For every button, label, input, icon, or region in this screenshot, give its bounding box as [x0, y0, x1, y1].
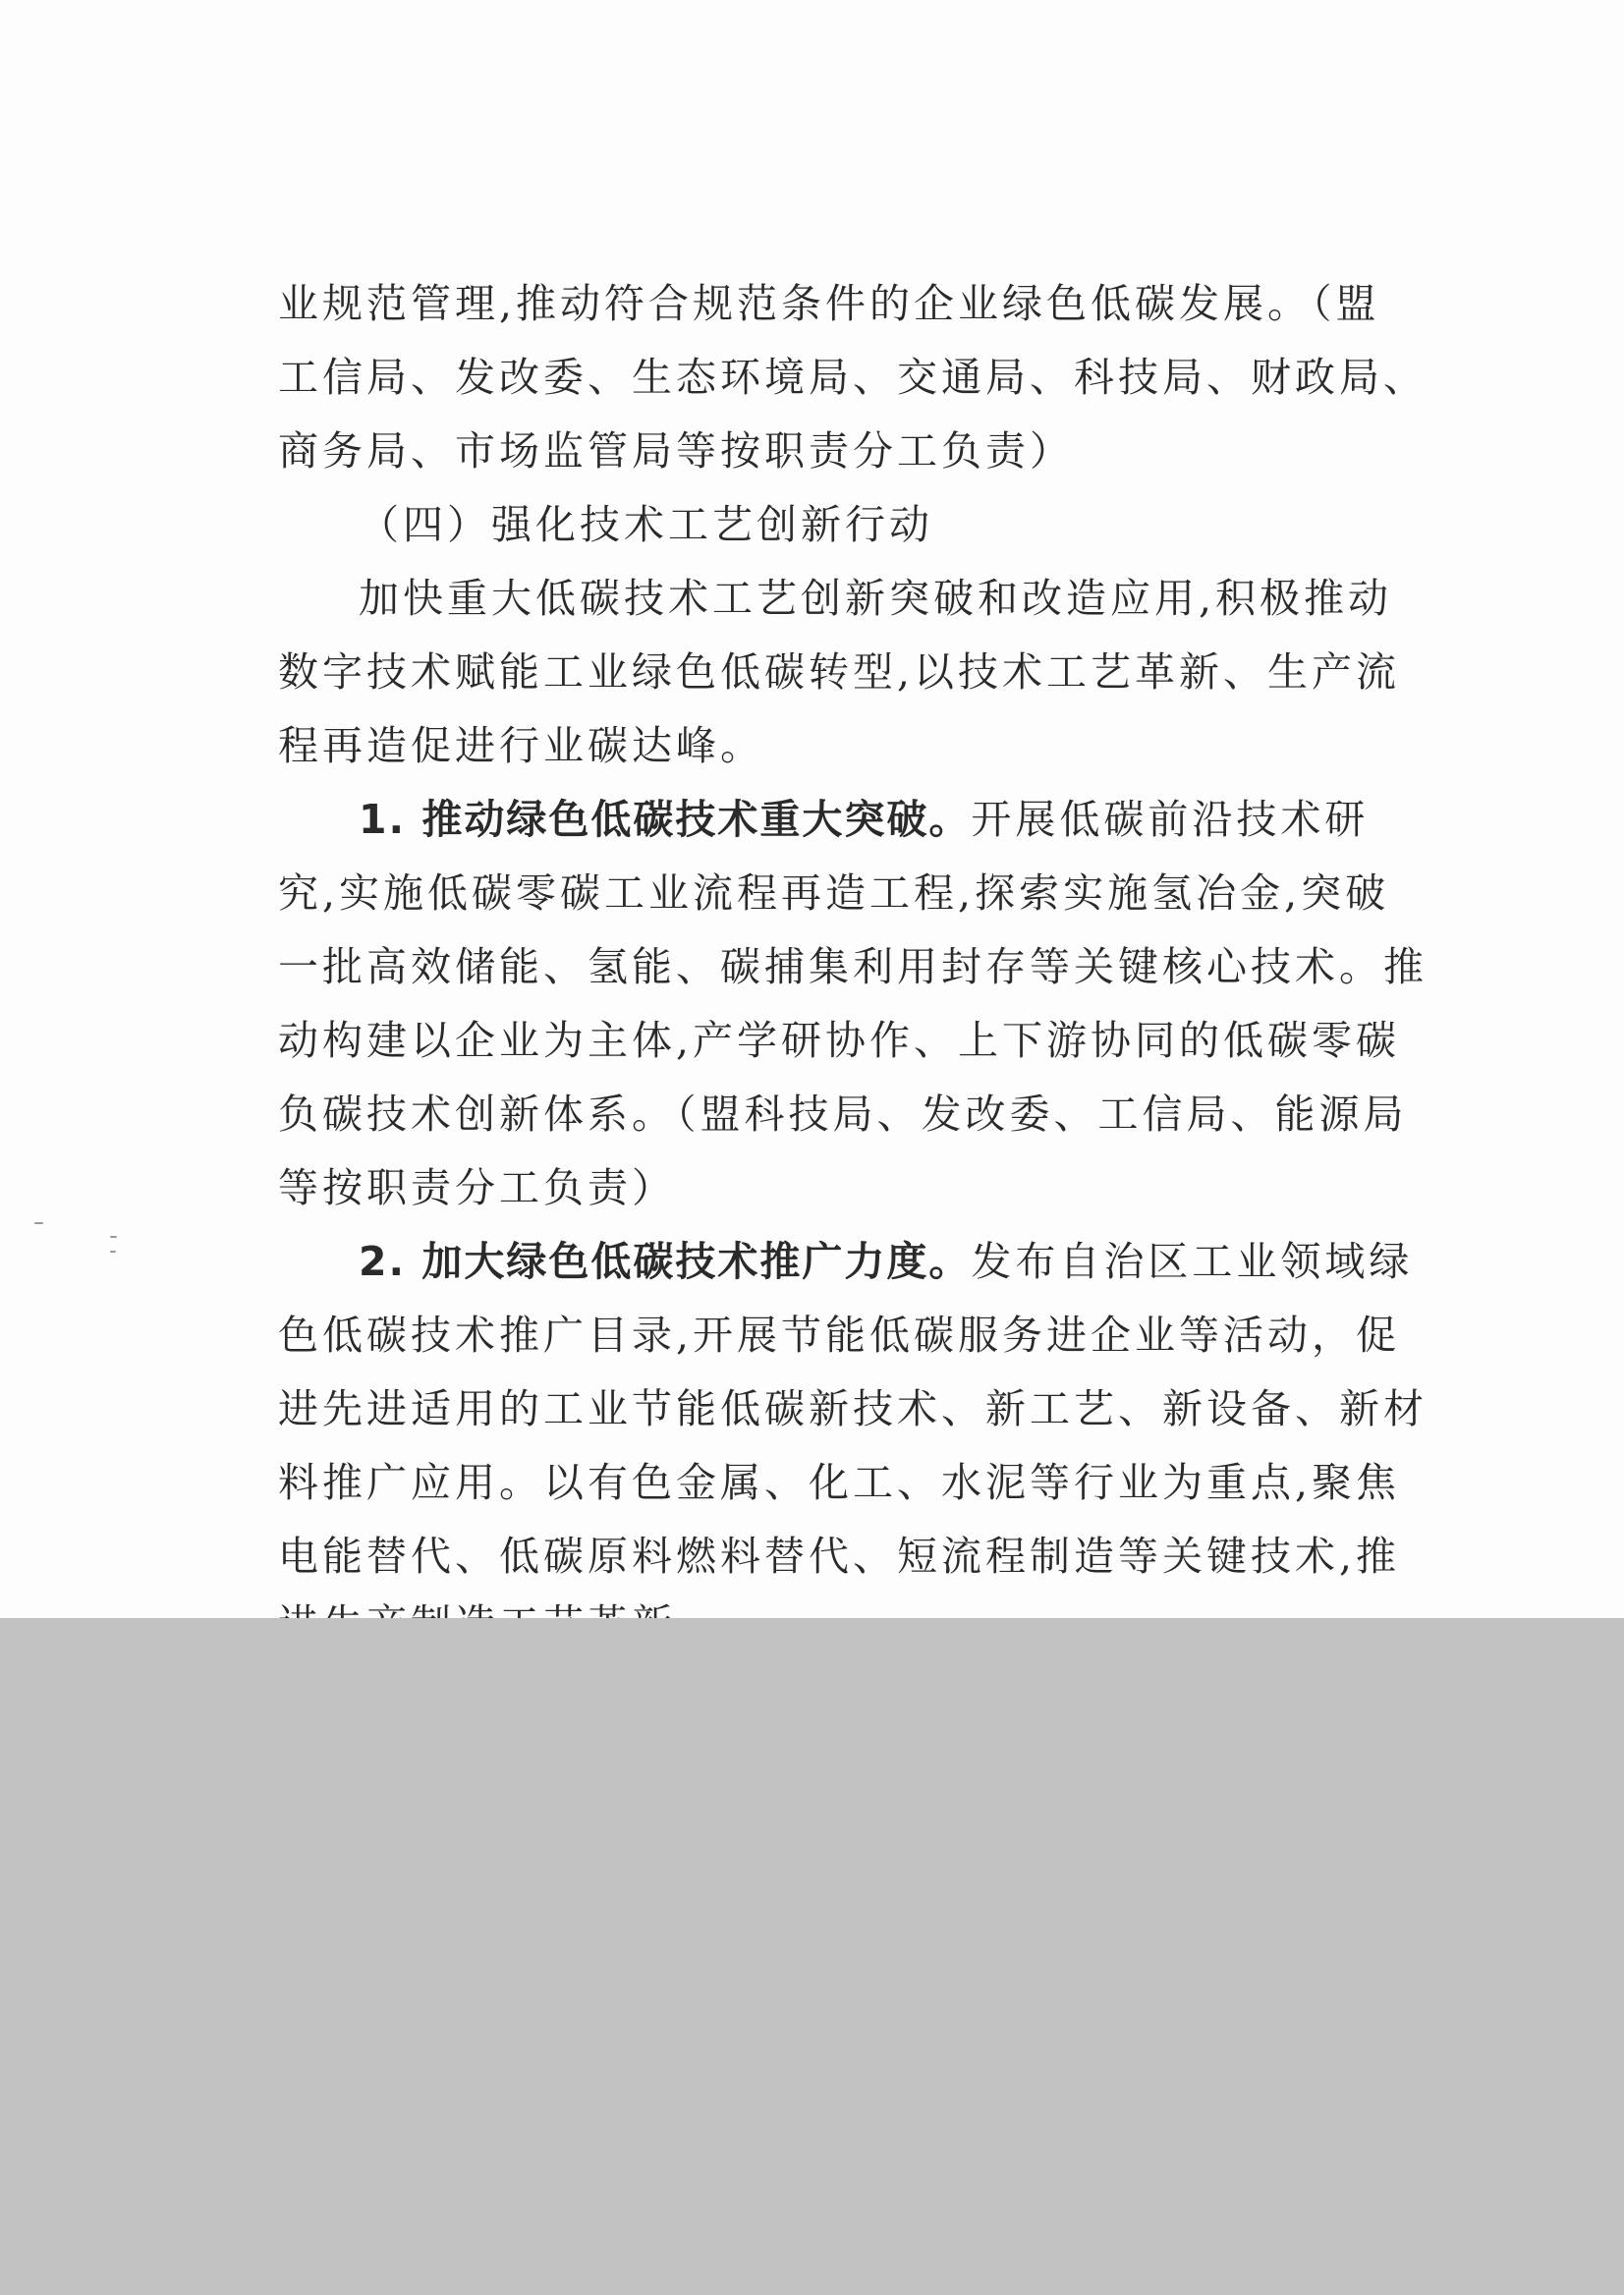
text-line: 一批高效储能、氢能、碳捕集利用封存等关键核心技术。推 — [278, 943, 1428, 990]
text-line: 负碳技术创新体系。（盟科技局、发改委、工信局、能源局 — [278, 1091, 1408, 1138]
item-1-line — [278, 783, 1370, 857]
section-heading: （四）强化技术工艺创新行动 — [359, 501, 933, 548]
scan-speck — [110, 1251, 116, 1253]
text-line: 进先进适用的工业节能低碳新技术、新工艺、新设备、新材 — [278, 1385, 1428, 1432]
item-1-text: 开展低碳前沿技术研 — [971, 796, 1370, 843]
text-line: 究,实施低碳零碳工业流程再造工程,探索实施氢冶金,突破 — [278, 869, 1390, 917]
scan-speck — [34, 1222, 43, 1224]
gray-cover-area — [0, 1618, 1624, 2295]
scan-speck — [110, 1236, 117, 1238]
item-2-line — [278, 1225, 1414, 1299]
text-line: 动构建以企业为主体,产学研协作、上下游协同的低碳零碳 — [278, 1017, 1401, 1064]
text-line: 电能替代、低碳原料燃料替代、短流程制造等关键技术,推 — [278, 1533, 1401, 1580]
text-line: 料推广应用。以有色金属、化工、水泥等行业为重点,聚焦 — [278, 1459, 1401, 1506]
text-line: 工信局、发改委、生态环境局、交通局、科技局、财政局、 — [278, 354, 1428, 401]
text-line: 色低碳技术推广目录,开展节能低碳服务进企业等活动，促 — [278, 1312, 1401, 1359]
item-2-text: 发布自治区工业领域绿 — [971, 1238, 1414, 1285]
text-line: 加快重大低碳技术工艺创新突破和改造应用,积极推动 — [359, 575, 1393, 622]
text-line: 业规范管理,推动符合规范条件的企业绿色低碳发展。（盟 — [278, 280, 1380, 327]
text-line: 商务局、市场监管局等按职责分工负责） — [278, 427, 1074, 475]
item-2-heading: 2. 加大绿色低碳技术推广力度。 — [359, 1238, 972, 1285]
document-body — [278, 267, 1428, 1594]
item-1-heading: 1. 推动绿色低碳技术重大突破。 — [359, 796, 972, 843]
text-line: 程再造促进行业碳达峰。 — [278, 722, 764, 769]
text-line: 等按职责分工负责） — [278, 1164, 676, 1211]
text-line: 数字技术赋能工业绿色低碳转型,以技术工艺革新、生产流 — [278, 648, 1401, 696]
cut-off-text-line — [278, 1592, 1367, 1618]
